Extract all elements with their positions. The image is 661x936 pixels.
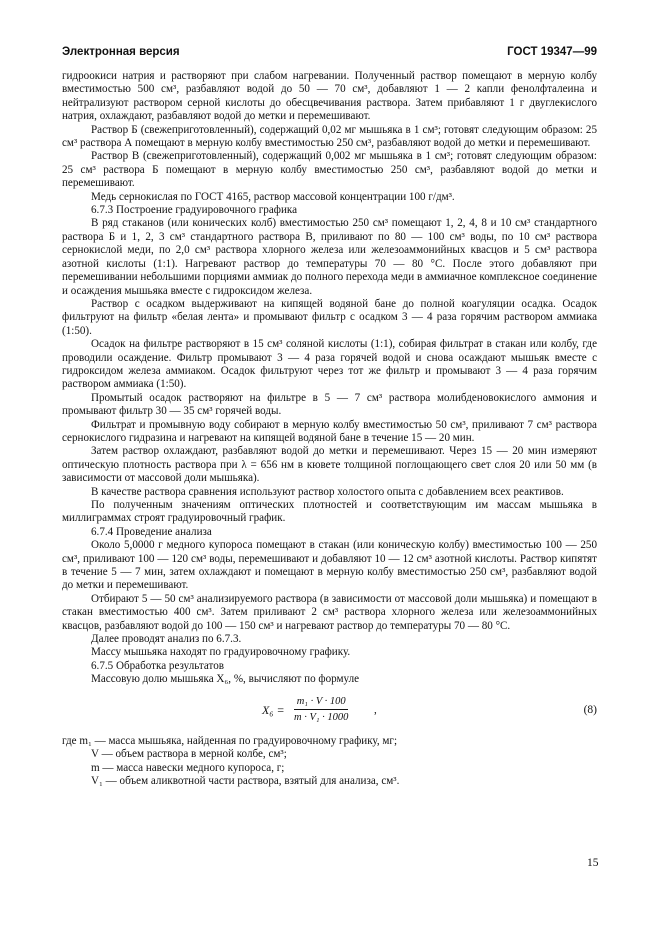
- paragraph: Раствор В (свежеприготовленный), содержащий 0,002 мг мышьяка в 1 см³; готовят следующим образом: 25 см³ раствора Б помещают в мерную колбу вместимостью 250 см³, разбавляют водой до метки и перемешивают.: [62, 150, 597, 190]
- legend-item: m — масса навески медного купороса, г;: [91, 761, 285, 774]
- formula-comma: ,: [374, 703, 377, 716]
- document-body: [62, 70, 597, 788]
- legend-item: V — объем раствора в мерной колбе, см³;: [91, 748, 287, 761]
- header-edition-label: Электронная версия: [62, 46, 180, 58]
- paragraph: По полученным значениям оптических плотностей и соответствующим им массам мышьяка в миллиграммах строят градуировочный график.: [62, 499, 597, 525]
- paragraph: Отбирают 5 — 50 см³ анализируемого раствора (в зависимости от массовой доли мышьяка) и помещают в стакан вместимостью 400 см³. Затем приливают 2 см³ раствора хлорного железа или железоаммонийных квасцов, разбавляют водой до 100 — 150 см³ и нагревают раствор до температуры 70 — 80 °С.: [62, 592, 597, 632]
- paragraph: Около 5,0000 г медного купороса помещают в стакан (или коническую колбу) вместимостью 100 — 250 см³, приливают 100 — 120 см³ воды, перемешивают и добавляют 10 — 12 см³ азотной кислоты. Раствор кипятят в течение 5 — 7 мин, затем охлаждают и помещают в мерную колбу вместимостью 250 см³, разбавляют водой до метки и перемешивают.: [62, 539, 597, 592]
- legend-item: где m₁ — масса мышьяка, найденная по градуировочному графику, мг;: [62, 734, 398, 747]
- paragraph: В ряд стаканов (или конических колб) вместимостью 250 см³ помещают 1, 2, 4, 8 и 10 см³ стандартного раствора Б и 1, 2, 3 см³ стандартного раствора В, приливают по 80 — 100 см³ воды, по 10 см³ раствора сернокислой меди, по 2,0 см³ раствора хлорного железа или железоаммонийных квасцов и 5 см³ раствора азотной кислоты (1:1). Нагревают раствор до температуры 70 — 80 °С. После этого добавляют при перемешивании небольшими порциями аммиак до полного перехода меди в аммиачное комплексное соединение и осаждения мышьяка вместе с гидроксидом железа.: [62, 217, 597, 297]
- paragraph: Раствор Б (свежеприготовленный), содержащий 0,02 мг мышьяка в 1 см³; готовят следующим образом: 25 см³ раствора А помещают в мерную колбу вместимостью 250 см³, разбавляют водой до метки и перемешивают.: [62, 123, 597, 150]
- section-heading: 6.7.4 Проведение анализа: [91, 525, 212, 538]
- paragraph: гидроокиси натрия и растворяют при слабом нагревании. Полученный раствор помещают в мерную колбу вместимостью 500 см³, разбавляют водой до 50 — 70 см³, добавляют 1 — 2 капли фенолфталеина и нейтрализуют раствором серной кислоты до обесцвечивания раствора. Затем прибавляют 1 г двуглекислого натрия, охлаждают, разбавляют водой до метки и перемешивают.: [62, 70, 597, 123]
- section-heading: 6.7.3 Построение градуировочного графика: [91, 204, 298, 217]
- paragraph: Раствор с осадком выдерживают на кипящей водяной бане до полной коагуляции осадка. Осадок фильтруют на фильтр «белая лента» и промывают фильтр с осадком 3 — 4 раза горячим раствором аммиака (1:50).: [62, 297, 597, 337]
- formula-number: (8): [583, 703, 597, 716]
- legend-item: V₁ — объем аликвотной части раствора, взятый для анализа, см³.: [91, 774, 400, 787]
- formula-legend: [62, 735, 597, 789]
- page-number: 15: [587, 857, 599, 869]
- paragraph: Далее проводят анализ по 6.7.3.: [91, 633, 242, 646]
- formula-numerator: m₁ · V · 100: [294, 695, 348, 710]
- paragraph: Промытый осадок растворяют на фильтре в 5 — 7 см³ раствора молибденовокислого аммония и промывают фильтр 30 — 35 см³ горячей воды.: [62, 391, 597, 418]
- formula-fraction: [294, 695, 348, 725]
- paragraph: В качестве раствора сравнения используют раствор холостого опыта с добавлением всех реактивов.: [91, 485, 564, 498]
- section-heading: 6.7.5 Обработка результатов: [91, 659, 224, 672]
- paragraph: Осадок на фильтре растворяют в 15 см³ соляной кислоты (1:1), собирая фильтрат в стакан или колбу, где проводили осаждение. Фильтр промывают 3 — 4 раза горячей водой и снова осаждают мышьяк вместе с гидроксидом железа аммиаком. Осадок фильтруют через тот же фильтр и промывают 3 — 4 раза горячим раствором аммиака (1:50).: [62, 338, 597, 391]
- formula-8: [62, 691, 597, 733]
- paragraph: Затем раствор охлаждают, разбавляют водой до метки и перемешивают. Через 15 — 20 мин измеряют оптическую плотность раствора при λ = 656 нм в кювете толщиной поглощающего свет слоя 20 или 50 мм (в зависимости от массовой доли мышьяка).: [62, 445, 597, 485]
- paragraph: Массу мышьяка находят по градуировочному графику.: [91, 646, 351, 659]
- paragraph: Медь сернокислая по ГОСТ 4165, раствор массовой концентрации 100 г/дм³.: [91, 190, 455, 203]
- paragraph: Фильтрат и промывную воду собирают в мерную колбу вместимостью 50 см³, приливают 7 см³ раствора сернокислого гидразина и нагревают на кипящей водяной бане в течение 15 — 20 мин.: [62, 418, 597, 444]
- paragraph: Массовую долю мышьяка X₆, %, вычисляют по формуле: [91, 673, 360, 686]
- formula-denominator: m · V₁ · 1000: [294, 712, 349, 724]
- formula-lhs: X₆ =: [262, 702, 285, 717]
- header-standard-code: ГОСТ 19347—99: [507, 46, 597, 58]
